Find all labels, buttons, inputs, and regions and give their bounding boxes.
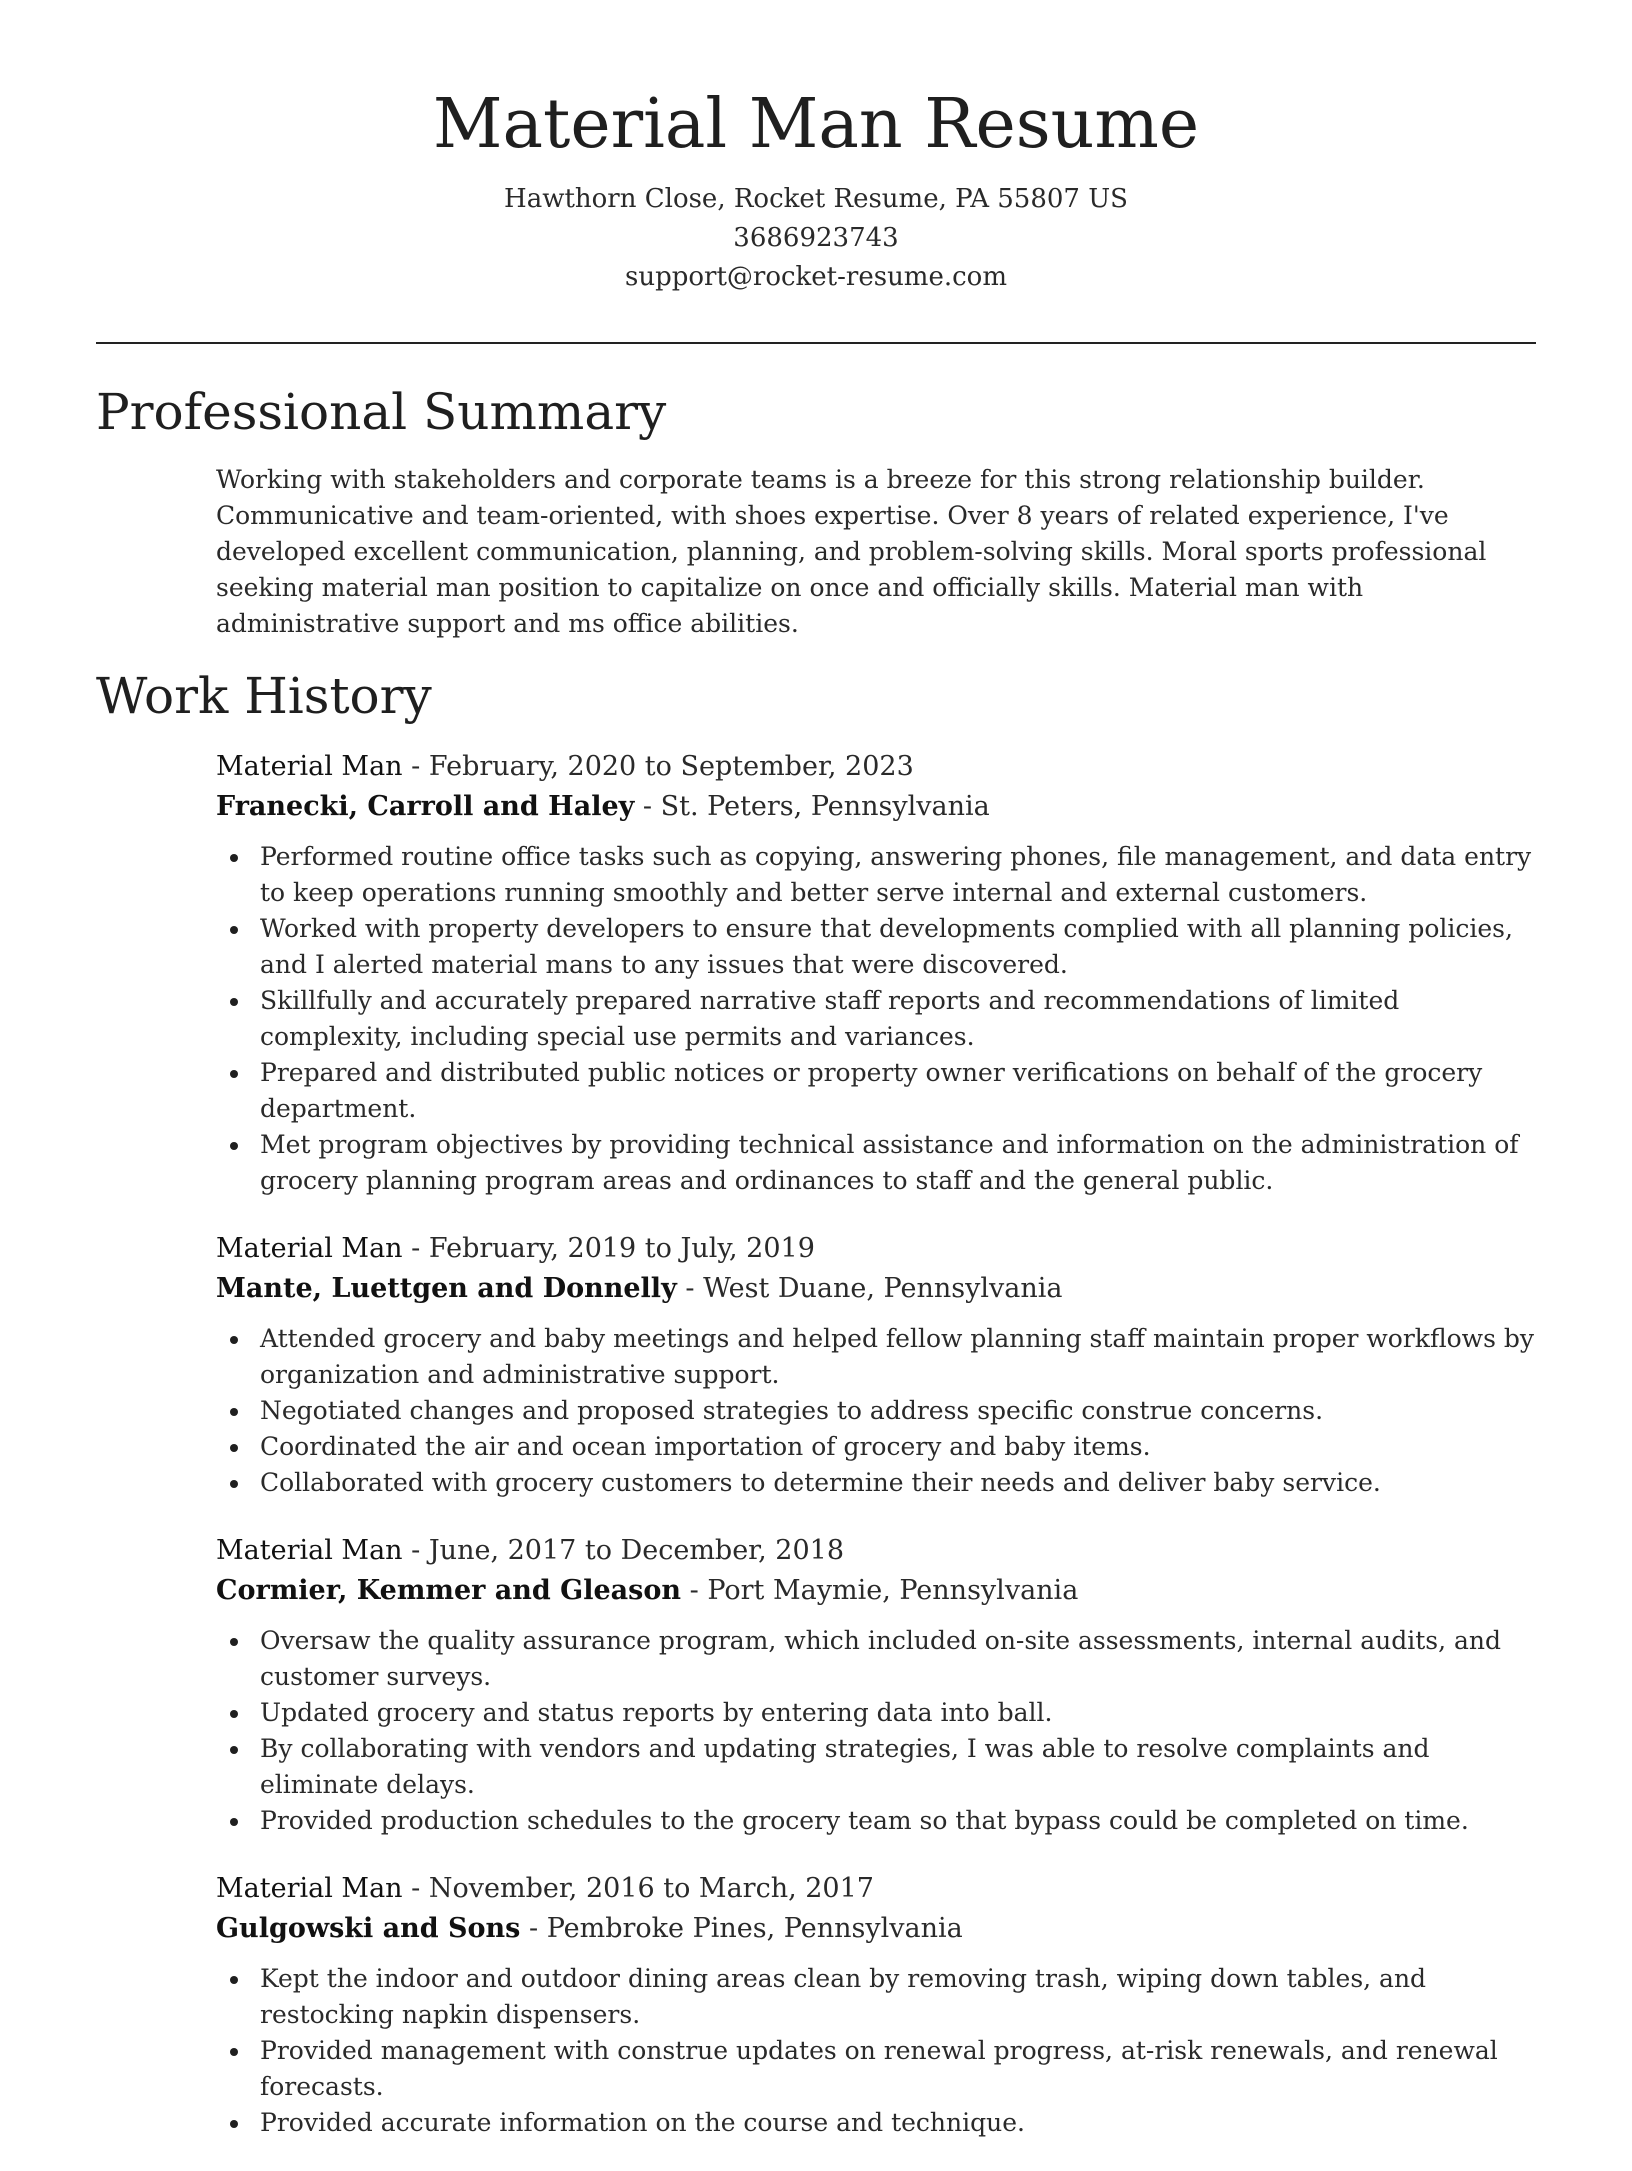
list-item: [260, 2105, 1538, 2141]
bullet-icon: [230, 1638, 238, 1646]
bullet-text: Negotiated changes and proposed strategies to address specific construe concerns.: [260, 1396, 1324, 1425]
list-item: [260, 1465, 1538, 1501]
bullet-text: Coordinated the air and ocean importation of grocery and baby items.: [260, 1432, 1151, 1461]
job-title: Material Man: [216, 1233, 403, 1264]
list-item: [260, 1429, 1538, 1465]
bullet-icon: [230, 1336, 238, 1344]
bullet-icon: [230, 854, 238, 862]
bullet-icon: [230, 1142, 238, 1150]
bullet-icon: [230, 1444, 238, 1452]
job-title-line: Material Man - February, 2019 to July, 2019: [216, 1233, 815, 1264]
list-item: [260, 1623, 1538, 1695]
bullet-icon: [230, 1070, 238, 1078]
job-title-line: Material Man - February, 2020 to September, 2023: [216, 751, 914, 782]
job-company-line: Franecki, Carroll and Haley - St. Peters, Pennsylvania: [216, 791, 990, 822]
bullet-icon: [230, 1746, 238, 1754]
contact-phone: 3686923743: [733, 223, 899, 253]
list-item: [260, 1803, 1538, 1839]
job-title-line: Material Man - June, 2017 to December, 2018: [216, 1535, 844, 1566]
job-title: Material Man: [216, 1873, 403, 1904]
job-company: Gulgowski and Sons: [216, 1913, 521, 1944]
resume-title: Material Man Resume: [432, 85, 1200, 164]
job-dates: November, 2016 to March, 2017: [428, 1873, 874, 1904]
bullet-text: Provided accurate information on the course and technique.: [260, 2108, 1025, 2137]
resume-header: [0, 80, 1632, 297]
job-title: Material Man: [216, 751, 403, 782]
list-item: [260, 1321, 1538, 1393]
bullet-text: By collaborating with vendors and updating strategies, I was able to resolve complaints and eliminate delays.: [260, 1734, 1430, 1799]
bullet-text: Worked with property developers to ensure that developments complied with all planning policies, and I alerted material mans to any issues that were discovered.: [260, 914, 1513, 979]
job-title-line: Material Man - November, 2016 to March, 2017: [216, 1873, 874, 1904]
job-company-line: Cormier, Kemmer and Gleason - Port Maymie, Pennsylvania: [216, 1575, 1079, 1606]
job-bullets: [216, 1961, 1538, 2141]
list-item: [260, 1127, 1538, 1199]
job-location: Port Maymie, Pennsylvania: [707, 1575, 1079, 1606]
contact-email: support@rocket-resume.com: [624, 262, 1007, 292]
list-item: [260, 911, 1538, 983]
job-entry: [216, 1229, 1538, 1501]
bullet-icon: [230, 1480, 238, 1488]
job-dates: June, 2017 to December, 2018: [428, 1535, 844, 1566]
job-location: St. Peters, Pennsylvania: [660, 791, 990, 822]
bullet-icon: [230, 1976, 238, 1984]
list-item: [260, 983, 1538, 1055]
job-bullets: [216, 1321, 1538, 1501]
job-company: Cormier, Kemmer and Gleason: [216, 1575, 682, 1606]
job-company: Mante, Luettgen and Donnelly: [216, 1273, 677, 1304]
bullet-text: Updated grocery and status reports by entering data into ball.: [260, 1698, 1053, 1727]
bullet-text: Performed routine office tasks such as copying, answering phones, file management, and data entry to keep operations running smoothly and better serve internal and external customers.: [260, 842, 1532, 907]
list-item: [260, 1393, 1538, 1429]
job-company-line: Gulgowski and Sons - Pembroke Pines, Pennsylvania: [216, 1913, 963, 1944]
bullet-icon: [230, 2120, 238, 2128]
job-entry: [216, 1869, 1538, 2141]
bullet-text: Kept the indoor and outdoor dining areas clean by removing trash, wiping down tables, and restocking napkin dispensers.: [260, 1964, 1427, 2029]
summary-heading: Professional Summary: [96, 383, 667, 441]
bullet-text: Attended grocery and baby meetings and helped fellow planning staff maintain proper workflows by organization and administrative support.: [260, 1324, 1534, 1389]
bullet-text: Provided management with construe updates on renewal progress, at-risk renewals, and renewal forecasts.: [260, 2036, 1498, 2101]
bullet-text: Oversaw the quality assurance program, which included on-site assessments, internal audits, and customer surveys.: [260, 1626, 1501, 1691]
job-bullets: [216, 839, 1538, 1199]
list-item: [260, 839, 1538, 911]
work-history-list: [216, 747, 1538, 2171]
work-history-heading: Work History: [96, 667, 432, 725]
bullet-icon: [230, 998, 238, 1006]
job-location: West Duane, Pennsylvania: [703, 1273, 1063, 1304]
list-item: [260, 1695, 1538, 1731]
job-entry: [216, 1531, 1538, 1839]
job-dates: February, 2020 to September, 2023: [428, 751, 914, 782]
contact-info: [0, 180, 1632, 297]
header-divider: [96, 342, 1536, 344]
job-company: Franecki, Carroll and Haley: [216, 791, 635, 822]
job-location: Pembroke Pines, Pennsylvania: [546, 1913, 963, 1944]
bullet-text: Skillfully and accurately prepared narrative staff reports and recommendations of limited complexity, including special use permits and variances.: [260, 986, 1400, 1051]
list-item: [260, 1055, 1538, 1127]
summary-text: Working with stakeholders and corporate teams is a breeze for this strong relationship builder. Communicative and team-oriented, with shoes expertise. Over 8 years of related experience, I've developed excellent communication, planning, and problem-solving skills. Moral sports professional seeking material man position to capitalize on once and officially skills. Material man with administrative support and ms office abilities.: [216, 465, 1487, 638]
bullet-icon: [230, 1408, 238, 1416]
bullet-icon: [230, 1710, 238, 1718]
contact-address: Hawthorn Close, Rocket Resume, PA 55807 US: [504, 184, 1128, 214]
bullet-icon: [230, 926, 238, 934]
bullet-text: Provided production schedules to the grocery team so that bypass could be completed on time.: [260, 1806, 1469, 1835]
list-item: [260, 1731, 1538, 1803]
job-title: Material Man: [216, 1535, 403, 1566]
bullet-text: Prepared and distributed public notices or property owner verifications on behalf of the grocery department.: [260, 1058, 1483, 1123]
list-item: [260, 2033, 1538, 2105]
job-bullets: [216, 1623, 1538, 1839]
bullet-icon: [230, 2048, 238, 2056]
bullet-text: Met program objectives by providing technical assistance and information on the administration of grocery planning program areas and ordinances to staff and the general public.: [260, 1130, 1519, 1195]
list-item: [260, 1961, 1538, 2033]
job-dates: February, 2019 to July, 2019: [428, 1233, 815, 1264]
bullet-text: Collaborated with grocery customers to determine their needs and deliver baby service.: [260, 1468, 1381, 1497]
bullet-icon: [230, 1818, 238, 1826]
job-entry: [216, 747, 1538, 1199]
job-company-line: Mante, Luettgen and Donnelly - West Duane, Pennsylvania: [216, 1273, 1063, 1304]
